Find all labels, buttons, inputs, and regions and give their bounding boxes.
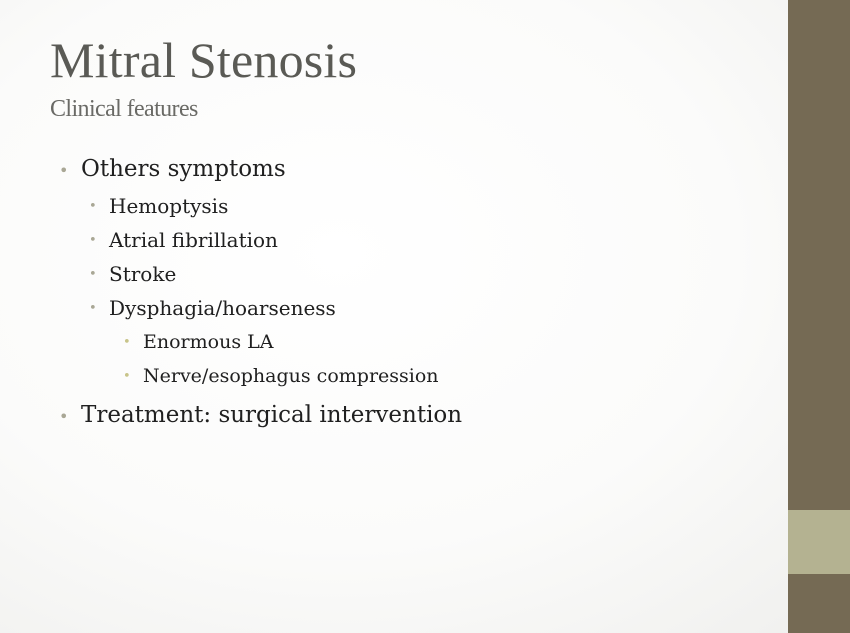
bullet-text: Stroke (109, 262, 177, 286)
bullet-marker: • (89, 199, 97, 214)
bullet-text: Enormous LA (143, 331, 274, 353)
bullet-marker: • (123, 369, 131, 384)
bullet-others-symptoms (59, 155, 286, 183)
bullet-treatment (59, 401, 463, 429)
bullet-marker: • (89, 267, 97, 282)
bullet-text: Dysphagia/hoarseness (109, 296, 336, 320)
bullet-text: Atrial fibrillation (109, 228, 278, 252)
side-decoration-accent (788, 510, 850, 574)
bullet-text: Hemoptysis (109, 194, 229, 218)
bullet-stroke (89, 261, 177, 287)
bullet-marker: • (59, 407, 69, 426)
bullet-text: Others symptoms (81, 156, 286, 182)
bullet-text: Nerve/esophagus compression (143, 365, 439, 387)
slide-title: Mitral Stenosis (50, 32, 358, 88)
bullet-marker: • (123, 335, 131, 350)
bullet-text: Treatment: surgical intervention (81, 402, 463, 428)
slide-subtitle: Clinical features (50, 96, 198, 122)
bullet-marker: • (59, 161, 69, 180)
bullet-atrial-fibrillation (89, 227, 278, 253)
bullet-nerve-esophagus-compression (123, 364, 439, 388)
bullet-dysphagia-hoarseness (89, 295, 336, 321)
bullet-hemoptysis (89, 193, 229, 219)
bullet-marker: • (89, 233, 97, 248)
bullet-enormous-la (123, 330, 274, 354)
bullet-marker: • (89, 301, 97, 316)
